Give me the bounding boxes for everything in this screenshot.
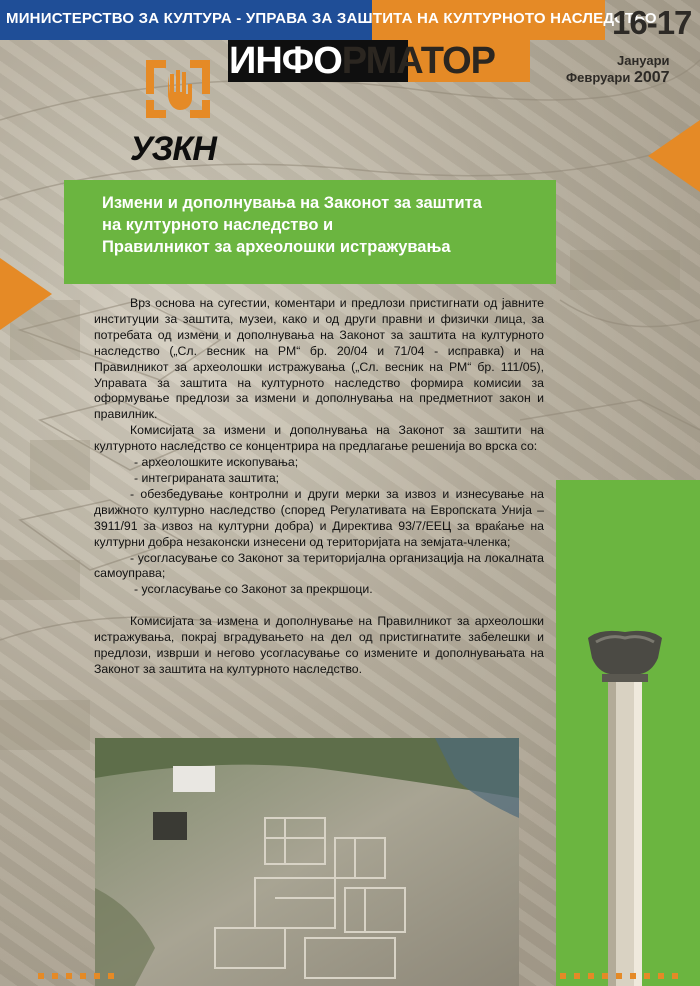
headline-line-2: на културното наследство и [102, 216, 334, 234]
month-january: Јануари [616, 53, 670, 68]
list-item: - усогласување со Законот за територијална организација на локалната самоуправа; [94, 550, 544, 581]
article-body [94, 296, 544, 678]
archaeological-site-photo [95, 738, 519, 986]
ministry-title: МИНИСТЕРСТВО ЗА КУЛТУРА - УПРАВА ЗА ЗАШТИТА НА КУЛТУРНОТО НАСЛЕДСТВО [6, 10, 657, 27]
list-item: - археолошките ископувања; [134, 455, 299, 470]
list-item: - интегрираната заштита; [134, 470, 280, 485]
list-item: - обезбедување контролни и други мерки за извоз и изнесување на движното културно наследство (според Регулативата на Европската Унија – 3911/91 за извоз на културни добра) и Директива 93/7/ЕЕЦ за враќање на културни добра незаконски изнесени од територијата на земјата-членка; [94, 486, 544, 549]
logo-text: УЗКН [130, 130, 216, 168]
headline-line-3: Правилникот за археолошки истражувања [102, 238, 451, 256]
paragraph-3: Комисијата за измена и дополнување на Правилникот за археолошки истражувања, покрај вградувањето на дел од пристигнатите забелешки и предлози, изврши и негово усогласување со измените и дополнувањата на Законот за заштита на културното наследство. [94, 614, 544, 676]
paragraph-1: Врз основа на сугестии, коментари и предлози пристигнати од јавните институции за заштита, музеи, како и од други правни и физички лица, за потребата од измени и дополнувања на Законот за заштита на културното наследство („Сл. весник на РМ“ бр. 20/04 и 71/04 - исправка) и на Правилникот за археолошки истражувања („Сл. весник на РМ“ бр. 111/05), Управата за заштита на културното наследство формира комисии за оформување предлози за измени и дополнувања на предметниот закон и правилник. [94, 296, 544, 422]
article-headline [102, 192, 552, 258]
issue-number: 16-17 [612, 4, 692, 41]
issue-dates [566, 52, 670, 86]
masthead-part2: РМАТОР [341, 40, 495, 82]
decorative-dots-right [560, 966, 700, 976]
masthead-title [229, 40, 495, 82]
orange-triangle-right [648, 120, 700, 192]
orange-triangle-left [0, 258, 52, 330]
masthead-part1: ИНФО [229, 40, 342, 82]
paragraph-2: Комисијата за измени и дополнувања на Законот за заштити на културното наследство се концентрира на предлагање решенија во врска со: [94, 423, 544, 454]
issue-year: 2007 [633, 69, 670, 86]
headline-line-1: Измени и дополнувања на Законот за заштита [102, 194, 482, 212]
hand-logo-icon [140, 54, 216, 124]
list-item: - усогласување со Законот за прекршоци. [134, 582, 373, 597]
decorative-dots-left [38, 966, 138, 976]
ancient-column-image [580, 628, 670, 986]
month-february: Февруари [566, 70, 631, 85]
